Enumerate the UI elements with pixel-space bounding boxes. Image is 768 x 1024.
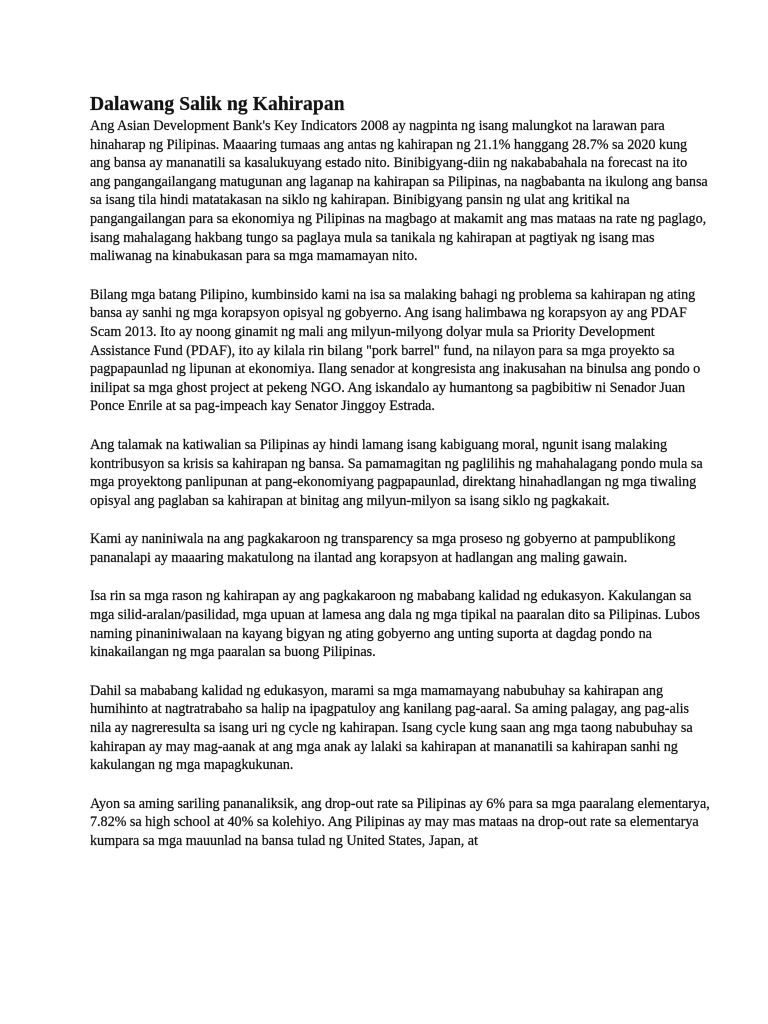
paragraph-adb-key-indicators: Ang Asian Development Bank's Key Indicators 2008 ay nagpinta ng isang malungkot na larawan para hinaharap ng Pilipinas. Maaaring tumaas ang antas ng kahirapan ng 21.1% hanggang 28.7% sa 2020 kung ang bansa ay mananatili sa kasalukuyang estado nito. Binibigyang-diin ng nakababahala na forecast na ito ang pangangailangang matugunan ang laganap na kahirapan sa Pilipinas, na nagbabanta na ikulong ang bansa sa isang tila hindi matatakasan na siklo ng kahirapan. Binibigyang pansin ng ulat ang kritikal na pangangailangan para sa ekonomiya ng Pilipinas na magbago at makamit ang mas mataas na rate ng paglago, isang mahalagang hakbang tungo sa paglaya mula sa tanikala ng kahirapan at pagtiyak ng isang mas maliwanag na kinabukasan para sa mga mamamayan nito. [90, 118, 708, 265]
paragraph-corruption-pdaf: Bilang mga batang Pilipino, kumbinsido kami na isa sa malaking bahagi ng problema sa kahirapan ng ating bansa ay sanhi ng mga korapsyon opisyal ng gobyerno. Ang isang halimbawa ng korapsyon ay ang PDAF Scam 2013. Ito ay noong ginamit ng mali ang milyun-milyong dolyar mula sa Priority Development Assistance Fund (PDAF), ito ay kilala rin bilang "pork barrel" fund, na nilayon para sa mga proyekto sa pagpapaunlad ng lipunan at ekonomiya. Ilang senador at kongresista ang inakusahan na binulsa ang pondo o inilipat sa mga ghost project at pekeng NGO. Ang iskandalo ay humantong sa pagbibitiw ni Senador Juan Ponce Enrile at sa pag-impeach kay Senator Jinggoy Estrada. [90, 286, 701, 415]
paragraph-transparency: Kami ay naniniwala na ang pagkakaroon ng transparency sa mga proseso ng gobyerno at pampublikong pananalapi ay maaaring makatulong na ilantad ang korapsyon at hadlangan ang maling gawain. [90, 531, 676, 566]
paragraph-dropout-rate: Ayon sa aming sariling pananaliksik, ang drop-out rate sa Pilipinas ay 6% para sa mga paaralang elementarya, 7.82% sa high school at 40% sa kolehiyo. Ang Pilipinas ay may mas mataas na drop-out rate sa elementarya kumpara sa mga mauunlad na bansa tulad ng United States, Japan, at [90, 795, 710, 849]
paragraph-education-quality: Isa rin sa mga rason ng kahirapan ay ang pagkakaroon ng mababang kalidad ng edukasyon. Kakulangan sa mga silid-aralan/pasilidad, mga upuan at lamesa ang dala ng mga tipikal na paaralan dito sa Pilipinas. Lubos naming pinaniniwalaan na kayang bigyan ng ating gobyerno ang unting suporta at dagdag pondo na kinakailangan ng mga paaralan sa buong Pilipinas. [90, 588, 701, 661]
document-title: Dalawang Salik ng Kahirapan [90, 94, 345, 115]
paragraph-poverty-cycle: Dahil sa mababang kalidad ng edukasyon, marami sa mga mamamayang nabubuhay sa kahirapan ang humihinto at nagtratrabaho sa halip na ipagpatuloy ang kanilang pag-aaral. Sa aming palagay, ang pag-alis nila ay nagreresulta sa isang uri ng cycle ng kahirapan. Isang cycle kung saan ang mga taong nabubuhay sa kahirapan ay may mag-aanak at ang mga anak ay lalaki sa kahirapan at mananatili sa kahirapan sanhi ng kakulangan ng mga mapagkukunan. [90, 682, 693, 774]
document-page [90, 93, 710, 851]
paragraph-corruption-impact: Ang talamak na katiwalian sa Pilipinas ay hindi lamang isang kabiguang moral, ngunit isang malaking kontribusyon sa krisis sa kahirapan ng bansa. Sa pamamagitan ng paglilihis ng mahahalagang pondo mula sa mga proyektong panlipunan at pang-ekonomiyang pagpapaunlad, direktang hinahadlangan ng mga tiwaling opisyal ang paglaban sa kahirapan at binitag ang milyun-milyon sa isang siklo ng pagkakait. [90, 436, 703, 509]
